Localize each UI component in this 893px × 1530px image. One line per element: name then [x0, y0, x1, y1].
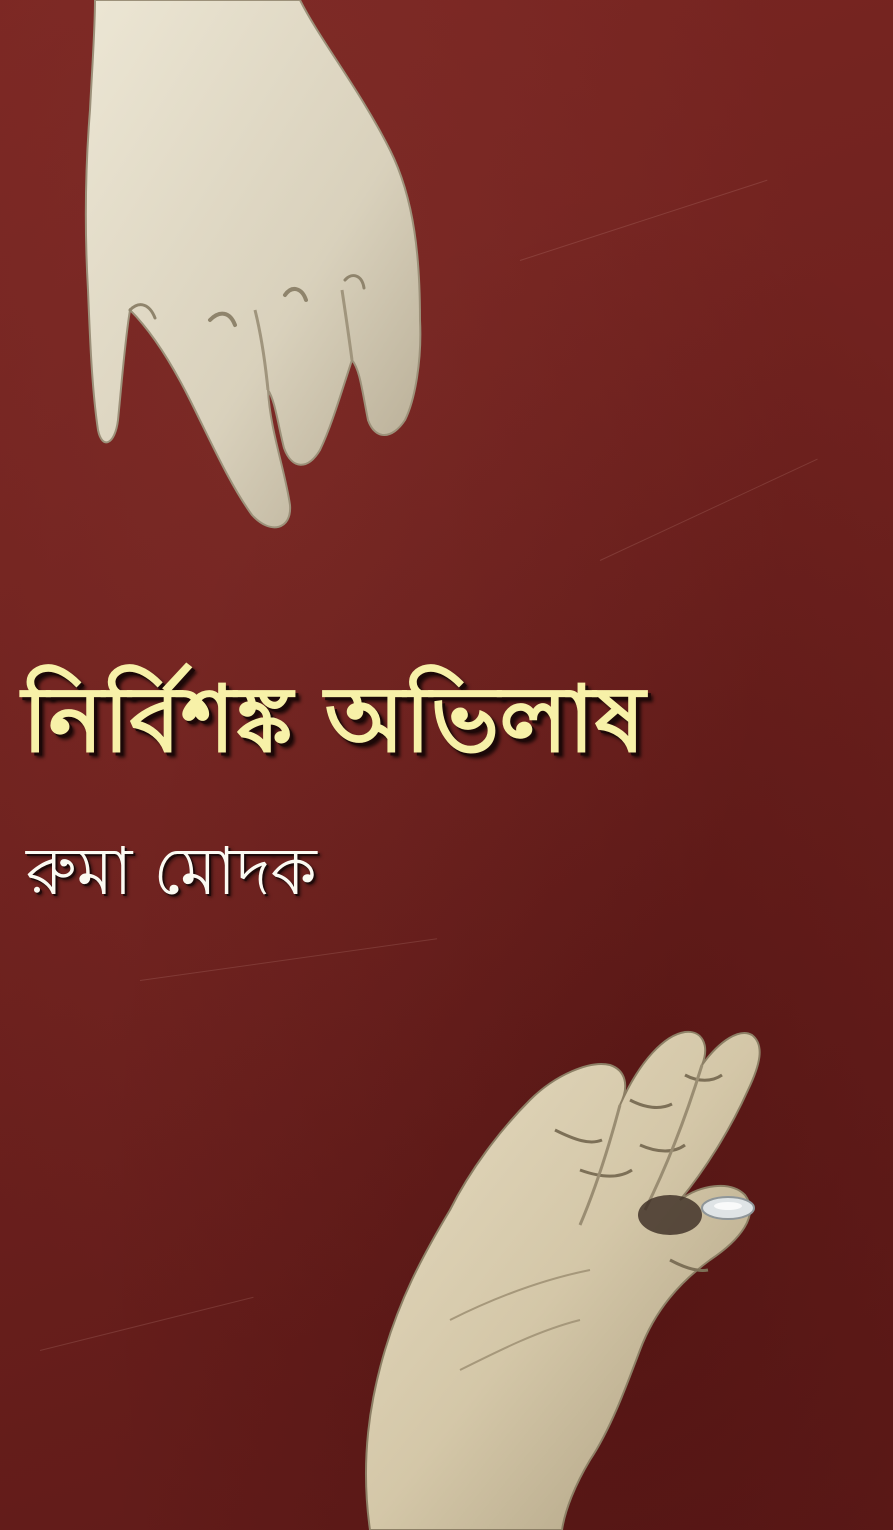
surface-scratch [40, 1297, 254, 1351]
surface-scratch [140, 938, 437, 981]
surface-scratch [600, 459, 818, 561]
hand-reaching-down-icon [70, 0, 450, 540]
hand-raised-with-ring-icon [340, 1020, 780, 1530]
surface-scratch [520, 180, 768, 261]
book-author: রুমা মোদক [26, 833, 317, 910]
book-title: নির্বিশঙ্ক অভিলাষ [22, 666, 646, 773]
